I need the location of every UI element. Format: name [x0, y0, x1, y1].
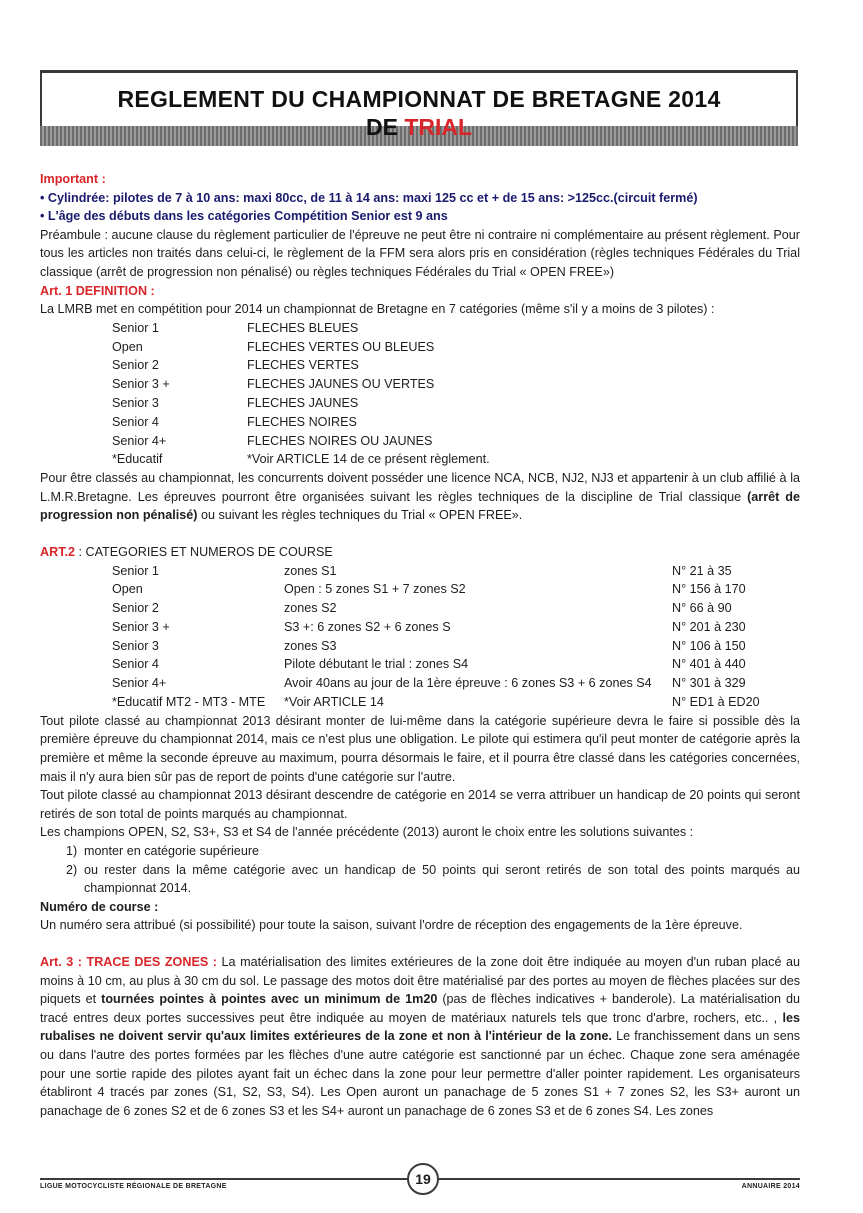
- arrows-cell: FLECHES JAUNES: [247, 395, 359, 410]
- arrows-cell: FLECHES BLEUES: [247, 320, 359, 335]
- category-cell: Senior 1: [112, 563, 159, 578]
- zones-cell: zones S1: [284, 563, 337, 578]
- number-cell: N° 66 à 90: [672, 601, 732, 616]
- list-item: [66, 861, 800, 898]
- zones-cell: zones S3: [284, 638, 337, 653]
- table-row: [40, 413, 800, 432]
- number-cell: N° 301 à 329: [672, 676, 746, 691]
- page-header: [40, 70, 796, 150]
- number-cell: N° 156 à 170: [672, 582, 746, 597]
- art1-paragraph: [40, 469, 800, 525]
- category-cell: Open: [112, 582, 143, 597]
- category-cell: Open: [112, 339, 143, 354]
- table-row: [40, 432, 800, 451]
- number-cell: N° ED1 à ED20: [672, 695, 760, 710]
- important-label: Important :: [40, 172, 106, 186]
- art1-table: [40, 319, 800, 469]
- arrows-cell: FLECHES NOIRES: [247, 414, 357, 429]
- table-row: [40, 394, 800, 413]
- art1-para-bold: (arrêt de progression non pénalisé): [40, 489, 800, 523]
- art2-subtitle: : CATEGORIES ET NUMEROS DE COURSE: [75, 544, 333, 559]
- category-cell: Senior 2: [112, 601, 159, 616]
- table-row: [40, 693, 800, 712]
- arrows-cell: *Voir ARTICLE 14 de ce présent règlement.: [247, 452, 490, 467]
- category-cell: Senior 3 +: [112, 377, 170, 392]
- zones-cell: Open : 5 zones S1 + 7 zones S2: [284, 582, 466, 597]
- zones-cell: Avoir 40ans au jour de la 1ère épreuve : 6 zones S3 + 6 zones S4: [284, 676, 652, 691]
- art1-intro: La LMRB met en compétition pour 2014 un championnat de Bretagne en 7 catégories (même s'il y a moins de 3 pilotes) :: [40, 302, 715, 317]
- document-body: [40, 170, 800, 1120]
- table-row: [40, 637, 800, 656]
- table-row: [40, 375, 800, 394]
- category-cell: Senior 4+: [112, 433, 167, 448]
- table-row: [40, 562, 800, 581]
- arrows-cell: FLECHES NOIRES OU JAUNES: [247, 433, 433, 448]
- table-row: [40, 338, 800, 357]
- list-item: [66, 842, 800, 861]
- art3-paragraph: [40, 953, 800, 1120]
- art3-text-3: Le franchissement dans un sens ou dans l'autre des portes formées par les flèches d'une autre catégorie est sanctionné par un échec. Chaque zone sera aménagée pour une sortie rapide des pilotes ayant fait un échec dans la zone pour leur permettre d'aller pointer rapidement. Les organisateurs établiront 4 tracés par zones (S1, S2, S3, S4). Les Open auront un panachage de 5 zones S1 + 7 zones S2, les S3+ auront un panachage de 6 zones S2 et de 6 zones S3 et les S4+ auront un panachage de 6 zones S3 et de 6 zones S4. Les zones: [40, 1029, 800, 1118]
- art1-title: Art. 1 DEFINITION :: [40, 283, 155, 298]
- category-cell: Senior 4: [112, 414, 159, 429]
- zones-cell: Pilote débutant le trial : zones S4: [284, 657, 469, 672]
- table-row: [40, 319, 800, 338]
- art1-para-end: ou suivant les règles techniques du Trial « OPEN FREE».: [197, 508, 523, 523]
- category-cell: Senior 4: [112, 657, 159, 672]
- number-cell: N° 106 à 150: [672, 638, 746, 653]
- page-title: REGLEMENT DU CHAMPIONNAT DE BRETAGNE 2014: [117, 86, 721, 112]
- footer-yearbook: ANNUAIRE 2014: [741, 1183, 800, 1190]
- zones-cell: S3 +: 6 zones S2 + 6 zones S: [284, 619, 451, 634]
- zones-cell: *Voir ARTICLE 14: [284, 695, 384, 710]
- art2-paragraph-2: Tout pilote classé au championnat 2013 désirant descendre de catégorie en 2014 se verra attribuer un handicap de 20 points qui seront retirés de son total de points marqués au championnat.: [40, 788, 800, 821]
- page-footer: [40, 1163, 800, 1193]
- list-text: monter en catégorie supérieure: [84, 844, 260, 859]
- table-row: [40, 655, 800, 674]
- art3-bold-1: tournées pointes à pointes avec un minimum de 1m20: [101, 992, 438, 1007]
- category-cell: *Educatif MT2 - MT3 - MTE: [112, 695, 266, 710]
- art3-text-2: (pas de flèches indicatives + banderole). La matérialisation du tracé entres deux portes successives peut être indiquée au moyen de matériaux naturels tels que tronc d'arbre, rochers, etc.. ,: [40, 992, 800, 1025]
- table-row: [40, 356, 800, 375]
- arrows-cell: FLECHES VERTES OU BLEUES: [247, 339, 435, 354]
- zones-cell: zones S2: [284, 601, 337, 616]
- list-number: 1): [66, 844, 78, 859]
- number-cell: N° 401 à 440: [672, 657, 746, 672]
- table-row: [40, 580, 800, 599]
- art2-paragraph-1: Tout pilote classé au championnat 2013 désirant monter de lui-même dans la catégorie supérieure devra le faire si possible dès la première épreuve du championnat 2014, mais ce n'est plus une obligation. Le pilote qui estimera qu'il peut monter de catégorie après la première et même la seconde épreuve au maximum, pourra désormais le faire, et il pourra être classé dans les catégories concernées, mais il n'y aura bien sûr pas de report de points d'une catégorie sur l'autre.: [40, 713, 800, 784]
- art2-title: ART.2: [40, 544, 75, 559]
- table-row: [40, 618, 800, 637]
- list-text: ou rester dans la même catégorie avec un handicap de 50 points qui seront retirés de son total des points marqués au championnat 2014.: [84, 862, 800, 896]
- important-bullet-1: • Cylindrée: pilotes de 7 à 10 ans: maxi 80cc, de 11 à 14 ans: maxi 125 cc et + de 15 ans: >125cc.(circuit fermé): [40, 190, 698, 205]
- arrows-cell: FLECHES VERTES: [247, 358, 359, 373]
- category-cell: Senior 3: [112, 638, 159, 653]
- champions-choices: [40, 842, 800, 898]
- number-cell: N° 201 à 230: [672, 619, 746, 634]
- category-cell: *Educatif: [112, 452, 163, 467]
- number-cell: N° 21 à 35: [672, 563, 732, 578]
- table-row: [40, 450, 800, 469]
- category-cell: Senior 1: [112, 320, 159, 335]
- art3-text-1: La matérialisation des limites extérieures de la zone doit être indiquée au moyen d'un ruban placé au moins à 10 cm, au plus à 30 cm du sol. Le passage des motos doit être matérialisé par des portes au moyen de flèches placées sur des piquets et: [40, 955, 800, 1007]
- art2-table: [40, 562, 800, 712]
- art2-paragraph-3: Les champions OPEN, S2, S3+, S3 et S4 de l'année précédente (2013) auront le choix entre les solutions suivantes :: [40, 825, 694, 840]
- arrows-cell: FLECHES JAUNES OU VERTES: [247, 377, 435, 392]
- table-row: [40, 674, 800, 693]
- category-cell: Senior 3 +: [112, 619, 170, 634]
- art3-bold-2: les rubalises ne doivent servir qu'aux limites extérieures de la zone et non à l'intérieur de la zone.: [40, 1010, 800, 1044]
- category-cell: Senior 2: [112, 358, 159, 373]
- list-number: 2): [66, 862, 78, 877]
- preamble: Préambule : aucune clause du règlement particulier de l'épreuve ne peut être ni contraire ni complémentaire au présent règlement. Pour tous les articles non traités dans celui-ci, le règlement de la FFM sera alors pris en considération (règles techniques Fédérales du Trial classique (arrêt de progression non pénalisé) ou règles techniques Fédérales du Trial « OPEN FREE»): [40, 227, 800, 279]
- category-cell: Senior 4+: [112, 676, 167, 691]
- footer-league: LIGUE MOTOCYCLISTE RÉGIONALE DE BRETAGNE: [40, 1183, 227, 1190]
- important-bullet-2: • L'âge des débuts dans les catégories Compétition Senior est 9 ans: [40, 209, 448, 224]
- category-cell: Senior 3: [112, 395, 159, 410]
- art2-heading: [40, 543, 800, 562]
- race-number-text: Un numéro sera attribué (si possibilité) pour toute la saison, suivant l'ordre de réception des engagements de la 1ère épreuve.: [40, 918, 743, 933]
- spacer: [40, 525, 800, 543]
- page-subtitle: [40, 114, 798, 141]
- page-number: 19: [407, 1163, 439, 1195]
- spacer: [40, 935, 800, 953]
- title-prefix: DE: [365, 114, 398, 140]
- table-row: [40, 599, 800, 618]
- title-accent: TRIAL: [404, 114, 473, 140]
- race-number-title: Numéro de course :: [40, 899, 159, 914]
- art3-title: Art. 3 : TRACE DES ZONES :: [40, 955, 217, 969]
- art1-para-start: Pour être classés au championnat, les concurrents doivent posséder une licence NCA, NCB, NJ2, NJ3 et appartenir à un club affilié à la L.M.R.Bretagne. Les épreuves pourront être organisées suivant les règles techniques de la discipline de Trial classique: [40, 471, 800, 504]
